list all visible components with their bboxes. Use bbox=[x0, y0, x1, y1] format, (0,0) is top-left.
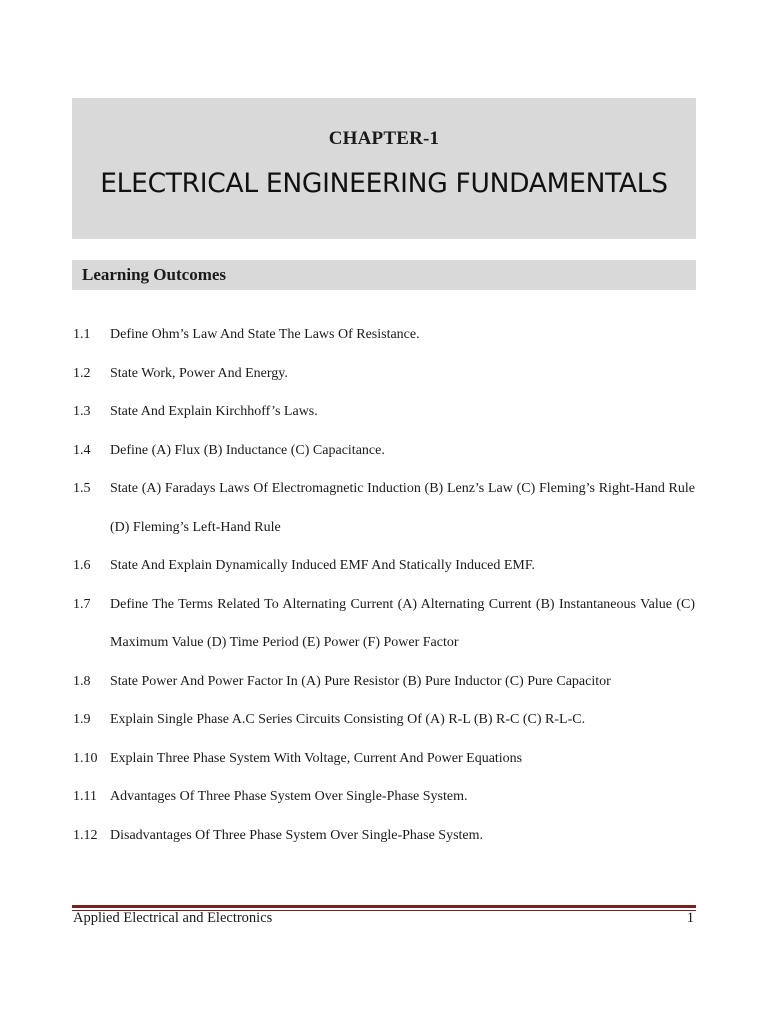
outcome-number: 1.3 bbox=[73, 404, 91, 419]
outcome-number: 1.5 bbox=[73, 481, 91, 496]
list-item bbox=[73, 586, 695, 663]
list-item bbox=[73, 547, 695, 586]
list-item bbox=[73, 355, 695, 394]
list-item bbox=[73, 817, 695, 856]
footer-divider bbox=[72, 905, 696, 908]
outcome-number: 1.4 bbox=[73, 442, 91, 458]
list-item bbox=[73, 701, 695, 740]
outcome-number: 1.2 bbox=[73, 365, 91, 381]
outcome-text: Disadvantages Of Three Phase System Over Single-Phase System. bbox=[110, 827, 484, 843]
outcome-text: Advantages Of Three Phase System Over Single-Phase System. bbox=[110, 789, 468, 804]
learning-outcomes-list bbox=[73, 316, 695, 855]
footer-page-number: 1 bbox=[686, 910, 694, 926]
list-item bbox=[73, 470, 695, 547]
outcome-number: 1.11 bbox=[73, 789, 97, 804]
list-item bbox=[73, 663, 695, 702]
list-item bbox=[73, 432, 695, 471]
outcome-number: 1.8 bbox=[73, 673, 91, 689]
outcome-number: 1.7 bbox=[73, 596, 91, 612]
outcome-text: Define Ohm’s Law And State The Laws Of Resistance. bbox=[110, 327, 420, 342]
outcome-number: 1.9 bbox=[73, 712, 91, 727]
outcome-number: 1.6 bbox=[73, 558, 91, 573]
chapter-title: ELECTRICAL ENGINEERING FUNDAMENTALS bbox=[100, 168, 668, 199]
list-item bbox=[73, 740, 695, 779]
footer-book-title: Applied Electrical and Electronics bbox=[73, 910, 273, 926]
chapter-title-band bbox=[72, 98, 696, 239]
outcome-text: Define (A) Flux (B) Inductance (C) Capacitance. bbox=[110, 442, 385, 458]
outcome-number: 1.10 bbox=[73, 750, 98, 766]
outcome-text: Explain Single Phase A.C Series Circuits Consisting Of (A) R-L (B) R-C (C) R-L-C. bbox=[110, 712, 586, 727]
outcome-text: Define The Terms Related To Alternating Current (A) Alternating Current (B) Instantaneous Value (C) Maximum Value (D) Time Period (E) Power (F) Power Factor bbox=[110, 596, 695, 650]
outcome-text: State And Explain Dynamically Induced EMF And Statically Induced EMF. bbox=[110, 558, 536, 573]
learning-outcomes-heading: Learning Outcomes bbox=[82, 265, 227, 284]
outcome-number: 1.1 bbox=[73, 327, 91, 342]
learning-outcomes-band bbox=[72, 260, 696, 290]
outcome-text: State And Explain Kirchhoff’s Laws. bbox=[110, 404, 318, 419]
outcome-text: Explain Three Phase System With Voltage, Current And Power Equations bbox=[110, 750, 523, 766]
outcome-number: 1.12 bbox=[73, 827, 98, 843]
outcome-text: State Power And Power Factor In (A) Pure Resistor (B) Pure Inductor (C) Pure Capacitor bbox=[110, 673, 611, 689]
outcome-text: State (A) Faradays Laws Of Electromagnetic Induction (B) Lenz’s Law (C) Fleming’s Right-Hand Rule (D) Fleming’s Left-Hand Rule bbox=[110, 481, 695, 535]
list-item bbox=[73, 778, 695, 817]
chapter-label: CHAPTER-1 bbox=[328, 128, 440, 149]
list-item bbox=[73, 393, 695, 432]
outcome-text: State Work, Power And Energy. bbox=[110, 365, 288, 381]
list-item bbox=[73, 316, 695, 355]
